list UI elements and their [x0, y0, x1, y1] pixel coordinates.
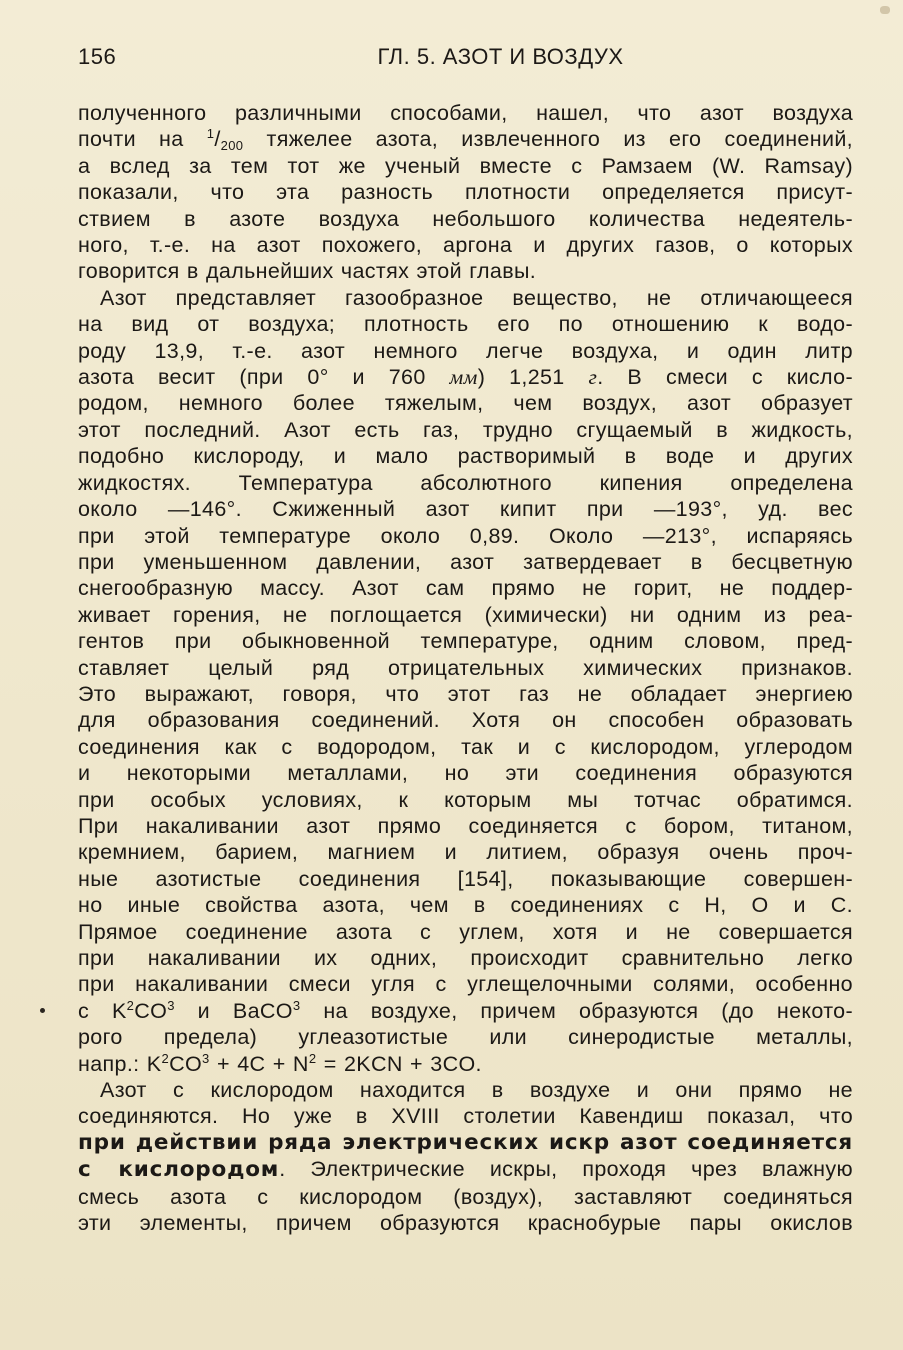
- unit-g: г: [588, 365, 598, 390]
- text-line: ствием в азоте воздуха небольшого количества недеятель-: [78, 206, 853, 231]
- text-line: показали, что эта разность плотности определяется присут-: [78, 180, 853, 205]
- superscript: 3: [202, 1050, 210, 1066]
- text-fragment: = 2KCN + 3CO.: [316, 1051, 482, 1076]
- text-fragment: на воздухе, причем образуются (до некото-: [300, 998, 853, 1023]
- text-line: снегообразную массу. Азот сам прямо не горит, не поддер-: [78, 576, 853, 601]
- text-line: [78, 998, 853, 1024]
- text-fragment: и BaCO: [174, 998, 293, 1023]
- page-number: 156: [78, 44, 117, 69]
- text-line: для образования соединений. Хотя он способен образовать: [78, 708, 853, 733]
- page-header: [78, 44, 853, 74]
- text-line: но иные свойства азота, чем в соединениях с Н, О и С.: [78, 893, 853, 918]
- text-fragment: ) 1,251: [477, 365, 589, 390]
- superscript: 3: [167, 997, 175, 1013]
- text-line: при накаливании смеси угля с углещелочными солями, особенно: [78, 972, 853, 997]
- text-line: живает горения, не поглощается (химически) ни одним из реа-: [78, 602, 853, 627]
- text-line: при накаливании их одних, происходит сравнительно легко: [78, 946, 853, 970]
- text-fragment: CO: [134, 998, 168, 1023]
- fraction-denominator: 200: [220, 138, 244, 153]
- text-line: Прямое соединение азота с углем, хотя и не совершается: [78, 919, 853, 944]
- text-line: Азот с кислородом находится в воздухе и они прямо не: [100, 1078, 853, 1103]
- text-line: [78, 1156, 853, 1183]
- emphasized-line: при действии ряда электрических искр азот соединяется: [78, 1129, 853, 1155]
- text-fragment: тяжелее азота, извлеченного из его соединений,: [266, 127, 853, 152]
- text-line: говорится в дальнейших частях этой главы.: [78, 259, 537, 284]
- unit-mm: мм: [449, 365, 478, 390]
- text-fragment: азота весит (при 0° и 760: [78, 365, 450, 390]
- text-line: ставляет целый ряд отрицательных химических признаков.: [78, 655, 853, 680]
- text-line: [78, 364, 853, 390]
- text-fragment: напр.: K: [78, 1051, 162, 1076]
- text-line: родом, немного более тяжелым, чем воздух, азот образует: [78, 391, 853, 416]
- text-line: этот последний. Азот есть газ, трудно сгущаемый в жидкость,: [78, 417, 853, 442]
- text-line: гентов при обыкновенной температуре, одним словом, пред-: [78, 629, 853, 654]
- text-line: эти элементы, причем образуются краснобурые пары окислов: [78, 1211, 853, 1236]
- superscript: 2: [308, 1050, 317, 1066]
- running-head: ГЛ. 5. АЗОТ И ВОЗДУХ: [377, 44, 624, 69]
- text-line: ные азотистые соединения [154], показывающие совершен-: [78, 866, 853, 891]
- text-line: роду 13,9, т.-е. азот немного легче воздуха, и один литр: [78, 338, 853, 363]
- text-line: жидкостях. Температура абсолютного кипения определена: [78, 470, 853, 495]
- text-line: на вид от воздуха; плотность его по отношению к водо-: [78, 312, 853, 337]
- text-line: Азот представляет газообразное вещество, не отличающееся: [100, 285, 853, 310]
- emphasized-text: с кислородом: [78, 1157, 280, 1183]
- text-line: при особых условиях, к которым мы тотчас обратимся.: [78, 787, 853, 812]
- text-fragment: . В смеси с кисло-: [597, 365, 853, 390]
- text-line: кремнием, барием, магнием и литием, образуя очень проч-: [78, 840, 853, 865]
- text-fragment: + 4C + N: [209, 1051, 309, 1076]
- margin-mark: [40, 1008, 45, 1013]
- text-fragment: . Электрические искры, проходя чрез влажную: [279, 1157, 853, 1182]
- superscript: 2: [161, 1050, 170, 1066]
- superscript: 3: [292, 997, 301, 1013]
- paper-stain: [880, 6, 890, 14]
- paragraph-1: [78, 100, 853, 285]
- text-line: При накаливании азот прямо соединяется с бором, титаном,: [78, 813, 853, 838]
- text-line: полученного различными способами, нашел, что азот воздуха: [78, 101, 853, 125]
- text-fragment: CO: [169, 1051, 203, 1076]
- text-fragment: с K: [78, 998, 127, 1023]
- text-line: ного, т.-е. на азот похожего, аргона и других газов, о которых: [78, 233, 853, 258]
- chemical-equation: [78, 1051, 853, 1077]
- text-line: смесь азота с кислородом (воздух), заставляют соединяться: [78, 1184, 853, 1209]
- text-line: около —146°. Сжиженный азот кипит при —193°, уд. вес: [78, 497, 853, 522]
- page-body: [78, 100, 853, 1236]
- paragraph-2: [78, 285, 853, 1077]
- text-line: рого предела) углеазотистые или синеродистые металлы,: [78, 1025, 853, 1050]
- fraction-numerator: 1: [206, 126, 215, 142]
- text-line: почти на $^1/_{200}$ тяжелее азота, извлеченного из его соединений,: [78, 126, 853, 153]
- text-line: подобно кислороду, и мало растворимый в воде и других: [78, 444, 853, 469]
- paragraph-3: [78, 1077, 853, 1236]
- text-line: Это выражают, говоря, что этот газ не обладает энергиею: [78, 681, 853, 706]
- text-fragment: почти на: [78, 127, 184, 152]
- text-line: соединяются. Но уже в XVIII столетии Кавендиш показал, что: [78, 1104, 853, 1129]
- text-line: соединения как с водородом, так и с кислородом, углеродом: [78, 734, 853, 759]
- text-line: а вслед за тем тот же ученый вместе с Рамзаем (W. Ramsay): [78, 153, 853, 178]
- text-line: и некоторыми металлами, но эти соединения образуются: [78, 761, 853, 786]
- superscript: 2: [126, 997, 135, 1013]
- text-line: при уменьшенном давлении, азот затвердевает в бесцветную: [78, 549, 853, 574]
- text-line: при этой температуре около 0,89. Около —213°, испаряясь: [78, 523, 853, 548]
